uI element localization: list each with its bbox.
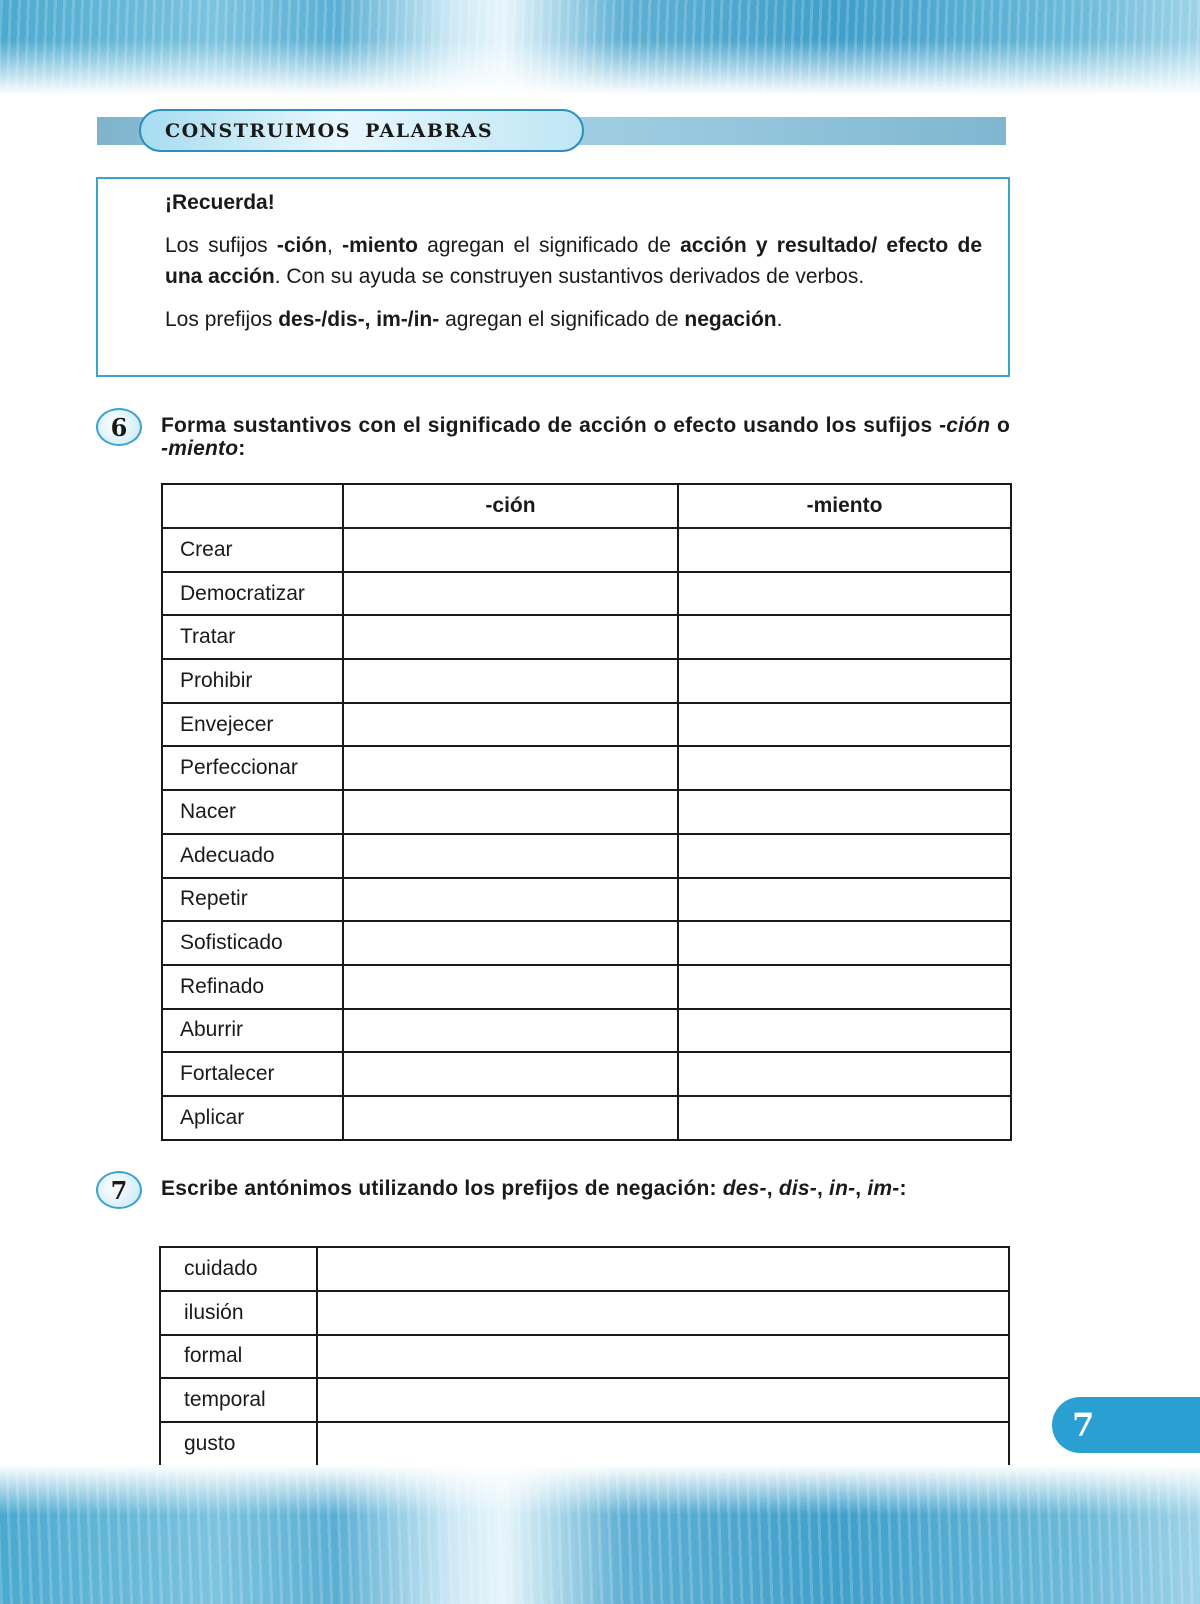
miento-answer-cell[interactable] xyxy=(678,1052,1011,1096)
antonym-answer-cell[interactable] xyxy=(317,1291,1009,1335)
word-cell: Prohibir xyxy=(162,659,343,703)
table-row xyxy=(162,790,1011,834)
table-row xyxy=(162,921,1011,965)
antonym-answer-cell[interactable] xyxy=(317,1335,1009,1379)
text: o xyxy=(990,414,1010,437)
bold-text: -miento xyxy=(342,234,418,257)
miento-answer-cell[interactable] xyxy=(678,834,1011,878)
table-row xyxy=(162,1052,1011,1096)
cion-answer-cell[interactable] xyxy=(343,921,678,965)
table-row xyxy=(162,878,1011,922)
word-cell: Tratar xyxy=(162,615,343,659)
word-cell: Nacer xyxy=(162,790,343,834)
exercise-number-badge: 6 xyxy=(96,408,142,446)
table-row xyxy=(160,1378,1009,1422)
text: Los sufijos xyxy=(165,234,277,257)
text: agregan el significado de xyxy=(417,234,681,257)
remember-title: ¡Recuerda! xyxy=(165,191,275,214)
bold-text: negación xyxy=(684,308,777,331)
italic-text: -miento xyxy=(161,437,239,460)
word-cell: Adecuado xyxy=(162,834,343,878)
text: , xyxy=(816,1177,830,1200)
bold-text: acción y resultado/ efecto de una acción xyxy=(165,234,982,288)
italic-text: des- xyxy=(722,1177,767,1200)
miento-answer-cell[interactable] xyxy=(678,965,1011,1009)
word-cell: Aplicar xyxy=(162,1096,343,1140)
word-cell: Refinado xyxy=(162,965,343,1009)
cion-answer-cell[interactable] xyxy=(343,834,678,878)
exercise-instruction xyxy=(161,1177,1010,1200)
text: . xyxy=(776,308,783,331)
word-cell: Repetir xyxy=(162,878,343,922)
text: : xyxy=(899,1177,907,1200)
cion-answer-cell[interactable] xyxy=(343,1096,678,1140)
text: , xyxy=(327,234,343,257)
table-row xyxy=(160,1291,1009,1335)
cion-answer-cell[interactable] xyxy=(343,528,678,572)
table-row xyxy=(160,1422,1009,1466)
table-row xyxy=(162,746,1011,790)
word-cell: gusto xyxy=(160,1422,317,1466)
miento-answer-cell[interactable] xyxy=(678,1009,1011,1053)
exercise-instruction xyxy=(161,414,1010,460)
column-header: -miento xyxy=(678,484,1011,528)
remember-paragraph-1 xyxy=(165,230,982,292)
antonym-answer-cell[interactable] xyxy=(317,1247,1009,1291)
word-cell: Fortalecer xyxy=(162,1052,343,1096)
word-cell: temporal xyxy=(160,1378,317,1422)
table-row xyxy=(162,834,1011,878)
remember-paragraph-2 xyxy=(165,304,982,335)
text: Forma sustantivos con el significado de acción o efecto usando los sufijos xyxy=(161,414,940,437)
word-cell: Sofisticado xyxy=(162,921,343,965)
text: Escribe antónimos utilizando los prefijos de negación: xyxy=(161,1177,723,1200)
page-number: 7 xyxy=(1072,1406,1095,1444)
italic-text: im- xyxy=(867,1177,900,1200)
miento-answer-cell[interactable] xyxy=(678,790,1011,834)
table-row xyxy=(160,1335,1009,1379)
word-cell: ilusión xyxy=(160,1291,317,1335)
cion-answer-cell[interactable] xyxy=(343,659,678,703)
table-row xyxy=(162,659,1011,703)
cion-answer-cell[interactable] xyxy=(343,790,678,834)
miento-answer-cell[interactable] xyxy=(678,703,1011,747)
table-row xyxy=(162,572,1011,616)
text: : xyxy=(238,437,246,460)
miento-answer-cell[interactable] xyxy=(678,878,1011,922)
table-row xyxy=(162,1096,1011,1140)
italic-text: -ción xyxy=(939,414,991,437)
bottom-decorative-band xyxy=(0,1465,1200,1604)
table-row xyxy=(160,1247,1009,1291)
page-number-tab xyxy=(1052,1397,1200,1453)
table-row xyxy=(162,528,1011,572)
text: agregan el significado de xyxy=(439,308,685,331)
cion-answer-cell[interactable] xyxy=(343,615,678,659)
miento-answer-cell[interactable] xyxy=(678,1096,1011,1140)
text: , xyxy=(766,1177,779,1200)
antonym-answer-cell[interactable] xyxy=(317,1378,1009,1422)
column-header xyxy=(162,484,343,528)
italic-text: dis- xyxy=(778,1177,817,1200)
cion-answer-cell[interactable] xyxy=(343,703,678,747)
top-decorative-band xyxy=(0,0,1200,95)
remember-box xyxy=(96,177,1010,377)
table-row xyxy=(162,703,1011,747)
column-header: -ción xyxy=(343,484,678,528)
word-cell: Crear xyxy=(162,528,343,572)
cion-answer-cell[interactable] xyxy=(343,572,678,616)
section-header xyxy=(139,109,584,152)
word-cell: Perfeccionar xyxy=(162,746,343,790)
miento-answer-cell[interactable] xyxy=(678,659,1011,703)
cion-answer-cell[interactable] xyxy=(343,1052,678,1096)
suffix-table xyxy=(161,483,1012,1141)
cion-answer-cell[interactable] xyxy=(343,746,678,790)
cion-answer-cell[interactable] xyxy=(343,1009,678,1053)
miento-answer-cell[interactable] xyxy=(678,746,1011,790)
antonym-table xyxy=(159,1246,1010,1467)
table-header-row xyxy=(162,484,1011,528)
word-cell: formal xyxy=(160,1335,317,1379)
bold-text: -ción xyxy=(276,234,328,257)
word-cell: Democratizar xyxy=(162,572,343,616)
word-cell: cuidado xyxy=(160,1247,317,1291)
bold-text: des-/dis-, im-/in- xyxy=(278,308,440,331)
miento-answer-cell[interactable] xyxy=(678,528,1011,572)
text: . Con su ayuda se construyen sustantivos derivados de verbos. xyxy=(274,265,865,288)
section-title: CONSTRUIMOS PALABRAS xyxy=(165,119,494,142)
table-row xyxy=(162,965,1011,1009)
word-cell: Envejecer xyxy=(162,703,343,747)
table-row xyxy=(162,1009,1011,1053)
cion-answer-cell[interactable] xyxy=(343,878,678,922)
word-cell: Aburrir xyxy=(162,1009,343,1053)
italic-text: in- xyxy=(829,1177,856,1200)
miento-answer-cell[interactable] xyxy=(678,615,1011,659)
table-row xyxy=(162,615,1011,659)
miento-answer-cell[interactable] xyxy=(678,572,1011,616)
cion-answer-cell[interactable] xyxy=(343,965,678,1009)
miento-answer-cell[interactable] xyxy=(678,921,1011,965)
text: , xyxy=(855,1177,868,1200)
text: Los prefijos xyxy=(165,308,279,331)
exercise-number-badge: 7 xyxy=(96,1171,142,1209)
antonym-answer-cell[interactable] xyxy=(317,1422,1009,1466)
